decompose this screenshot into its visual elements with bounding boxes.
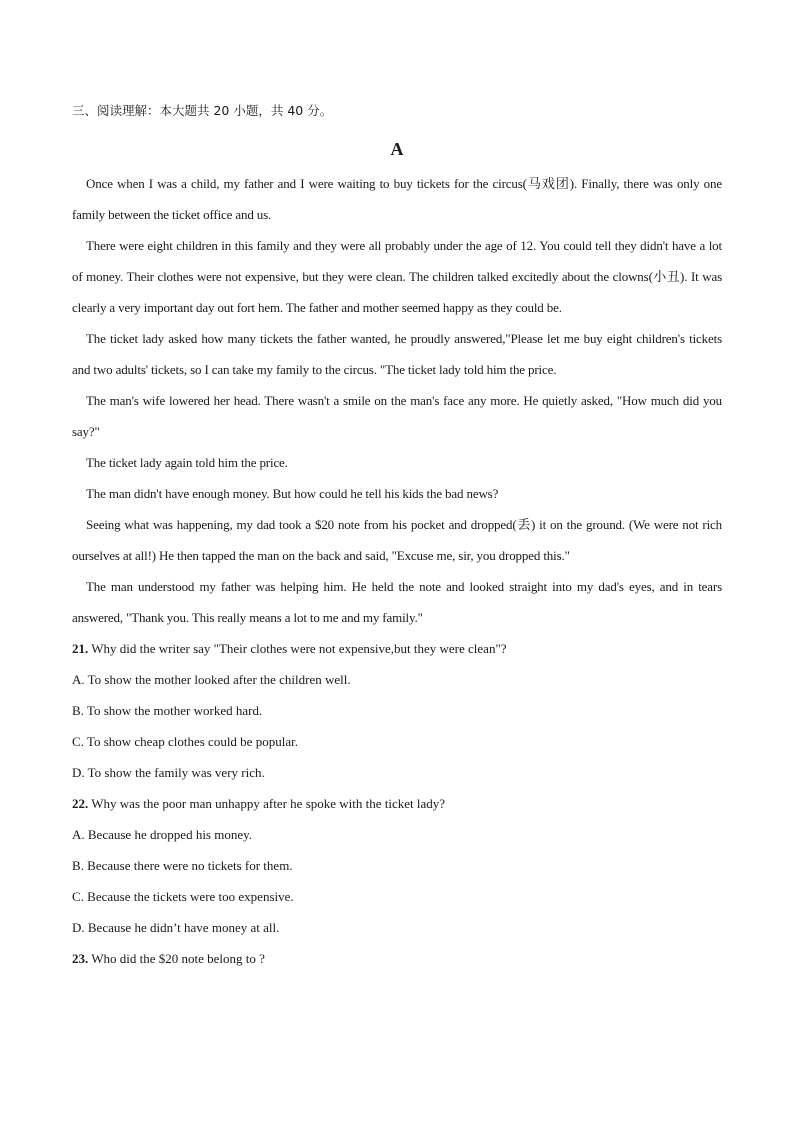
passage-paragraph: The man's wife lowered her head. There wasn't a smile on the man's face any more. He quietly asked, "How much did you say?" (72, 393, 722, 439)
answer-option: C. To show cheap clothes could be popular. (72, 734, 298, 749)
question-stem (72, 788, 722, 819)
question-text: Why did the writer say "Their clothes were not expensive,but they were clean"? (88, 641, 507, 656)
question-number: 21. (72, 641, 89, 656)
question-text: Who did the $20 note belong to ? (88, 951, 265, 966)
question-number: 22. (72, 796, 89, 811)
passage-paragraph: There were eight children in this family and they were all probably under the age of 12. You could tell they didn't have a lot of money. Their clothes were not expensive, but they were clean. The children talked excitedly about the clowns(小丑). It was clearly a very important day out fort hem. The father and mother seemed happy as they could be. (72, 238, 722, 315)
answer-option: A. Because he dropped his money. (72, 827, 253, 842)
passage-paragraph: The man didn't have enough money. But how could he tell his kids the bad news? (86, 486, 499, 501)
answer-option: C. Because the tickets were too expensive. (72, 889, 294, 904)
answer-option: B. To show the mother worked hard. (72, 703, 263, 718)
section-heading: 三、阅读理解：本大题共 20 小题，共 40 分。 (72, 103, 333, 118)
question-stem (72, 633, 722, 664)
question-21 (72, 633, 722, 788)
passage-paragraph: The ticket lady asked how many tickets the father wanted, he proudly answered,"Please let me buy eight children's tickets and two adults' tickets, so I can take my family to the circus. "The ticket lady told him the price. (72, 331, 722, 377)
answer-option: B. Because there were no tickets for them. (72, 858, 293, 873)
answer-option: A. To show the mother looked after the children well. (72, 672, 351, 687)
question-22 (72, 788, 722, 943)
passage-paragraph: The man understood my father was helping him. He held the note and looked straight into my dad's eyes, and in tears answered, "Thank you. This really means a lot to me and my family." (72, 579, 722, 625)
passage-paragraph: Seeing what was happening, my dad took a $20 note from his pocket and dropped(丢) it on the ground. (We were not rich ourselves at all!) He then tapped the man on the back and said, "Excuse me, sir, you dropped this." (72, 517, 722, 563)
question-text: Why was the poor man unhappy after he spoke with the ticket lady? (88, 796, 446, 811)
question-stem (72, 943, 722, 974)
passage-body (72, 168, 722, 633)
answer-option: D. Because he didn’t have money at all. (72, 920, 280, 935)
answer-option: D. To show the family was very rich. (72, 765, 265, 780)
document-page (72, 100, 722, 974)
passage-paragraph: Once when I was a child, my father and I were waiting to buy tickets for the circus(马戏团). Finally, there was only one family between the ticket office and us. (72, 176, 722, 222)
passage-title: A (390, 139, 404, 159)
question-23 (72, 943, 722, 974)
question-number: 23. (72, 951, 89, 966)
passage-paragraph: The ticket lady again told him the price. (86, 455, 288, 470)
